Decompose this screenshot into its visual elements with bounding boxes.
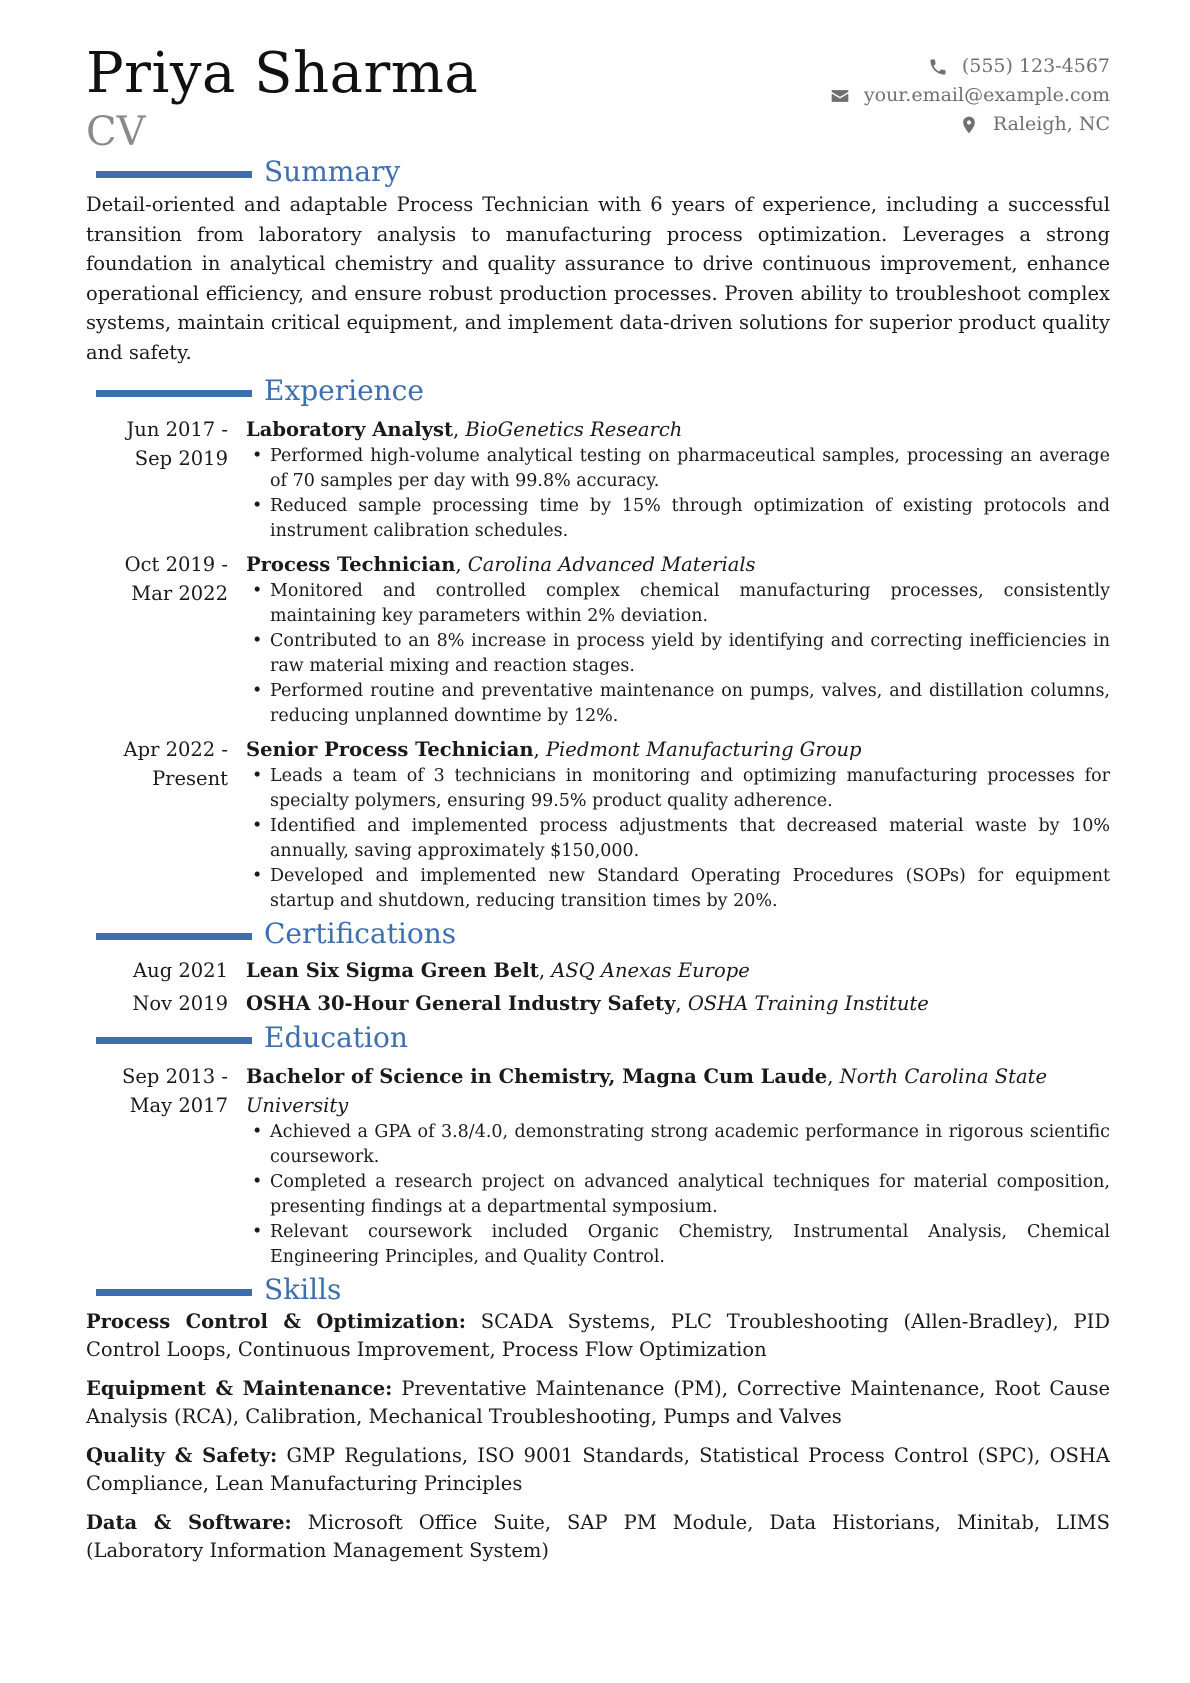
envelope-icon [830, 86, 850, 106]
entry-bullets [246, 764, 1110, 914]
entry-date: Sep 2013 - May 2017 [122, 1065, 228, 1117]
employer: Piedmont Manufacturing Group [545, 738, 862, 761]
entry-heading: Senior Process Technician, Piedmont Manufacturing Group [246, 738, 862, 761]
experience-entry [86, 550, 1110, 729]
experience-entry [86, 415, 1110, 544]
entry-body [246, 550, 1110, 729]
entry-heading: OSHA 30-Hour General Industry Safety, OSHA Training Institute [246, 992, 929, 1015]
certification-entry [86, 989, 1110, 1018]
candidate-name: Priya Sharma [86, 41, 479, 106]
entry-date: Oct 2019 - Mar 2022 [124, 553, 228, 605]
experience-list [86, 415, 1110, 914]
bullet-item: • Performed high-volume analytical testing on pharmaceutical samples, processing an average of 70 samples per day with 99.8% accuracy. [246, 444, 1110, 494]
section-summary-heading [86, 154, 1110, 190]
job-title: Laboratory Analyst [246, 418, 453, 441]
skill-group [86, 1375, 1110, 1431]
entry-date: Aug 2021 [133, 959, 228, 982]
contact-location [830, 110, 1110, 139]
entry-bullets [246, 579, 1110, 729]
section-title: Experience [264, 374, 424, 407]
entry-heading: Bachelor of Science in Chemistry, Magna Cum Laude, North Carolina State University [246, 1065, 1048, 1117]
employer: Carolina Advanced Materials [467, 553, 756, 576]
bullet-item: • Identified and implemented process adjustments that decreased material waste by 10% annually, saving approximately $150,000. [246, 814, 1110, 864]
education-list [86, 1062, 1110, 1270]
bullet-item: • Monitored and controlled complex chemical manufacturing processes, consistently maintaining key parameters within 2% deviation. [246, 579, 1110, 629]
entry-heading: Process Technician, Carolina Advanced Materials [246, 553, 756, 576]
entry-date: Nov 2019 [132, 992, 228, 1015]
skill-group-label: Equipment & Maintenance: [86, 1377, 393, 1400]
certification-title: OSHA 30-Hour General Industry Safety [246, 992, 676, 1015]
skill-group-items: SCADA Systems, PLC Troubleshooting (Allen-Bradley), PID Control Loops, Continuous Improvement, Process Flow Optimization [86, 1310, 1111, 1361]
bullet-item: • Performed routine and preventative maintenance on pumps, valves, and distillation columns, reducing unplanned downtime by 12%. [246, 679, 1110, 729]
employer: BioGenetics Research [465, 418, 683, 441]
map-pin-icon [959, 115, 979, 135]
experience-entry [86, 735, 1110, 914]
issuer: OSHA Training Institute [687, 992, 929, 1015]
bullet-item: • Contributed to an 8% increase in process yield by identifying and correcting inefficiencies in raw material mixing and reaction stages. [246, 629, 1110, 679]
skill-group [86, 1509, 1110, 1565]
location-text: Raleigh, NC [992, 113, 1110, 135]
skill-group-label: Quality & Safety: [86, 1444, 278, 1467]
entry-bullets [246, 444, 1110, 544]
skill-group [86, 1308, 1110, 1364]
degree-title: Bachelor of Science in Chemistry, Magna Cum Laude [246, 1065, 828, 1088]
certifications-list [86, 956, 1110, 1018]
entry-body [246, 1062, 1110, 1270]
phone-number: (555) 123-4567 [961, 55, 1110, 77]
skill-group-label: Process Control & Optimization: [86, 1310, 466, 1333]
document-subtitle: CV [86, 109, 146, 155]
bullet-item: • Reduced sample processing time by 15% through optimization of existing protocols and instrument calibration schedules. [246, 494, 1110, 544]
bullet-item: • Relevant coursework included Organic Chemistry, Instrumental Analysis, Chemical Engineering Principles, and Quality Control. [246, 1220, 1110, 1270]
section-accent-bar [96, 1289, 252, 1296]
bullet-item: • Completed a research project on advanced analytical techniques for material composition, presenting findings at a departmental symposium. [246, 1170, 1110, 1220]
skill-group-items: GMP Regulations, ISO 9001 Standards, Statistical Process Control (SPC), OSHA Compliance, Lean Manufacturing Principles [86, 1444, 1111, 1495]
section-accent-bar [96, 171, 252, 178]
section-accent-bar [96, 390, 252, 397]
entry-body [246, 415, 1110, 544]
summary-paragraph: Detail-oriented and adaptable Process Technician with 6 years of experience, including a successful transition from laboratory analysis to manufacturing process optimization. Leverages a strong foundation in analytical chemistry and quality assurance to drive continuous improvement, enhance operational efficiency, and ensure robust production processes. Proven ability to troubleshoot complex systems, maintain critical equipment, and implement data-driven solutions for superior product quality and safety. [86, 193, 1110, 364]
entry-bullets [246, 1120, 1110, 1270]
bullet-item: • Developed and implemented new Standard Operating Procedures (SOPs) for equipment startup and shutdown, reducing transition times by 20%. [246, 864, 1110, 914]
entry-heading: Lean Six Sigma Green Belt, ASQ Anexas Europe [246, 959, 750, 982]
bullet-item: • Achieved a GPA of 3.8/4.0, demonstrating strong academic performance in rigorous scientific coursework. [246, 1120, 1110, 1170]
section-title: Education [264, 1021, 408, 1054]
entry-date: Apr 2022 - Present [123, 738, 228, 790]
section-education-heading [86, 1020, 1110, 1056]
contact-phone [830, 52, 1110, 81]
section-skills-heading [86, 1272, 1110, 1308]
entry-body [246, 735, 1110, 914]
institution: North Carolina State University [246, 1065, 1048, 1117]
contact-email [830, 81, 1110, 110]
section-experience-heading [86, 373, 1110, 409]
entry-date: Jun 2017 - Sep 2019 [126, 418, 228, 470]
bullet-item: • Leads a team of 3 technicians in monitoring and optimizing manufacturing processes for specialty polymers, ensuring 99.5% product quality adherence. [246, 764, 1110, 814]
job-title: Senior Process Technician [246, 738, 534, 761]
skill-group-items: Microsoft Office Suite, SAP PM Module, Data Historians, Minitab, LIMS (Laboratory Information Management System) [86, 1511, 1110, 1562]
certification-title: Lean Six Sigma Green Belt [246, 959, 539, 982]
cv-header [86, 0, 1110, 155]
skill-group-label: Data & Software: [86, 1511, 292, 1534]
certification-entry [86, 956, 1110, 985]
email-address[interactable]: your.email@example.com [863, 84, 1110, 106]
issuer: ASQ Anexas Europe [551, 959, 750, 982]
job-title: Process Technician [246, 553, 456, 576]
section-accent-bar [96, 933, 252, 940]
section-certifications-heading [86, 916, 1110, 952]
education-entry [86, 1062, 1110, 1270]
skill-group-items: Preventative Maintenance (PM), Corrective Maintenance, Root Cause Analysis (RCA), Calibration, Mechanical Troubleshooting, Pumps and Valves [86, 1377, 1111, 1428]
phone-icon [928, 57, 948, 77]
section-title: Certifications [264, 917, 457, 950]
skills-list [86, 1308, 1110, 1565]
contact-block [830, 52, 1110, 139]
entry-heading: Laboratory Analyst, BioGenetics Research [246, 418, 683, 441]
section-accent-bar [96, 1037, 252, 1044]
section-title: Skills [264, 1273, 342, 1306]
skill-group [86, 1442, 1110, 1498]
section-title: Summary [264, 155, 401, 188]
